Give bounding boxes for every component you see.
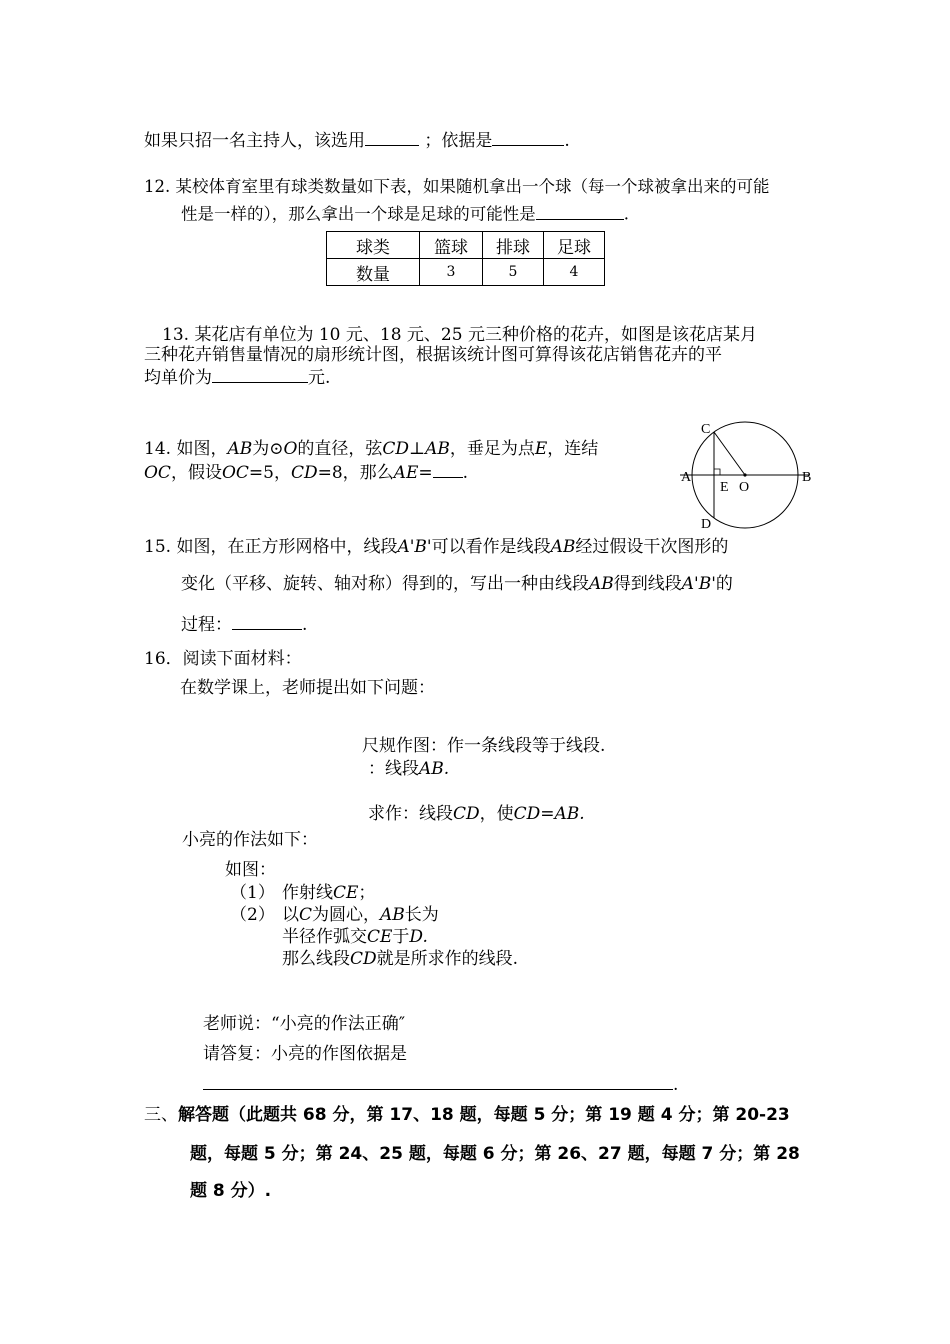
table-header-cell: 球类 xyxy=(327,232,420,259)
label-a: A xyxy=(681,470,692,485)
label-b: B xyxy=(802,470,812,485)
right-angle-mark xyxy=(714,469,720,475)
q16-title: 16．阅读下面材料： xyxy=(144,649,302,669)
table-header-cell: 篮球 xyxy=(420,232,483,259)
q13-line2: 三种花卉销售量情况的扇形统计图，根据该统计图可算得该花店销售花卉的平 xyxy=(144,345,722,365)
q16-conclusion: 那么线段CD就是所求作的线段. xyxy=(282,949,519,969)
label-d: D xyxy=(701,517,712,532)
section3-line2: 题，每题 5 分；第 24、25 题，每题 6 分；第 26、27 题，每题 7 分；第 28 xyxy=(190,1144,800,1164)
q15-line3: 过程： . xyxy=(181,612,307,635)
q14-blank[interactable] xyxy=(433,460,463,478)
table-row xyxy=(327,232,605,259)
table-cell: 数量 xyxy=(327,259,420,286)
q15-line2: 变化（平移、旋转、轴对称）得到的，写出一种由线段AB得到线段A'B'的 xyxy=(181,574,733,594)
q16-given: ：线段AB. xyxy=(368,759,450,779)
q14-line1: 14. 如图，AB为⊙O的直径，弦CD⊥AB，垂足为点E，连结 xyxy=(144,439,599,459)
label-e: E xyxy=(720,480,729,495)
q16-answer-line: . xyxy=(203,1072,678,1095)
q16-method: 小亮的作法如下： xyxy=(182,830,318,850)
q16-step1: （1） 作射线CE； xyxy=(230,883,376,903)
q16-answer: 请答复：小亮的作图依据是 xyxy=(203,1044,407,1064)
table-row xyxy=(327,259,605,286)
q15-blank[interactable] xyxy=(232,612,302,630)
q16-teacher: 老师说：“小亮的作法正确″ xyxy=(203,1014,406,1034)
label-o: O xyxy=(739,480,750,495)
q14-line2: OC，假设OC=5，CD=8，那么AE= . xyxy=(144,460,468,483)
table-header-cell: 排球 xyxy=(483,232,544,259)
center-dot xyxy=(743,473,746,476)
q16-intro: 在数学课上，老师提出如下问题： xyxy=(180,678,435,698)
q13-line1: 13. 某花店有单位为 10 元、18 元、25 元三种价格的花卉，如图是该花店某月 xyxy=(162,325,757,345)
q11-line: 如果只招一名主持人，该选用 ；依据是 . xyxy=(144,128,570,151)
table-cell: 5 xyxy=(483,259,544,286)
q15-line1: 15. 如图，在正方形网格中，线段A'B'可以看作是线段AB经过假设干次图形的 xyxy=(144,537,729,557)
q12-line1: 12. 某校体育室里有球类数量如下表，如果随机拿出一个球（每一个球被拿出来的可能 xyxy=(144,177,770,196)
label-c: C xyxy=(701,422,711,437)
q16-step2: （2） 以C为圆心，AB长为 xyxy=(230,905,439,925)
section3-line1: 三、解答题（此题共 68 分，第 17、18 题，每题 5 分；第 19 题 4 分；第 20-23 xyxy=(144,1105,790,1125)
table-cell: 3 xyxy=(420,259,483,286)
q11-blank-reason[interactable] xyxy=(492,128,564,146)
segment-oc xyxy=(714,432,745,475)
q16-step2-cont: 半径作弧交CE于D. xyxy=(282,927,428,947)
q12-blank[interactable] xyxy=(536,202,624,220)
q13-blank[interactable] xyxy=(212,365,308,383)
circle-figure xyxy=(670,415,820,535)
q11-blank-choice[interactable] xyxy=(365,128,419,146)
ball-count-table xyxy=(326,231,605,286)
q16-seek: 求作：线段CD，使CD=AB. xyxy=(368,804,585,824)
q16-task: 尺规作图：作一条线段等于线段. xyxy=(362,736,606,756)
q12-line2: 性是一样的），那么拿出一个球是足球的可能性是 . xyxy=(181,202,629,224)
table-cell: 4 xyxy=(544,259,605,286)
q13-line3: 均单价为 元. xyxy=(144,365,330,388)
table-header-cell: 足球 xyxy=(544,232,605,259)
section3-line3: 题 8 分）. xyxy=(190,1181,272,1201)
q16-blank[interactable] xyxy=(203,1072,673,1090)
q16-fig-label: 如图： xyxy=(225,860,276,880)
